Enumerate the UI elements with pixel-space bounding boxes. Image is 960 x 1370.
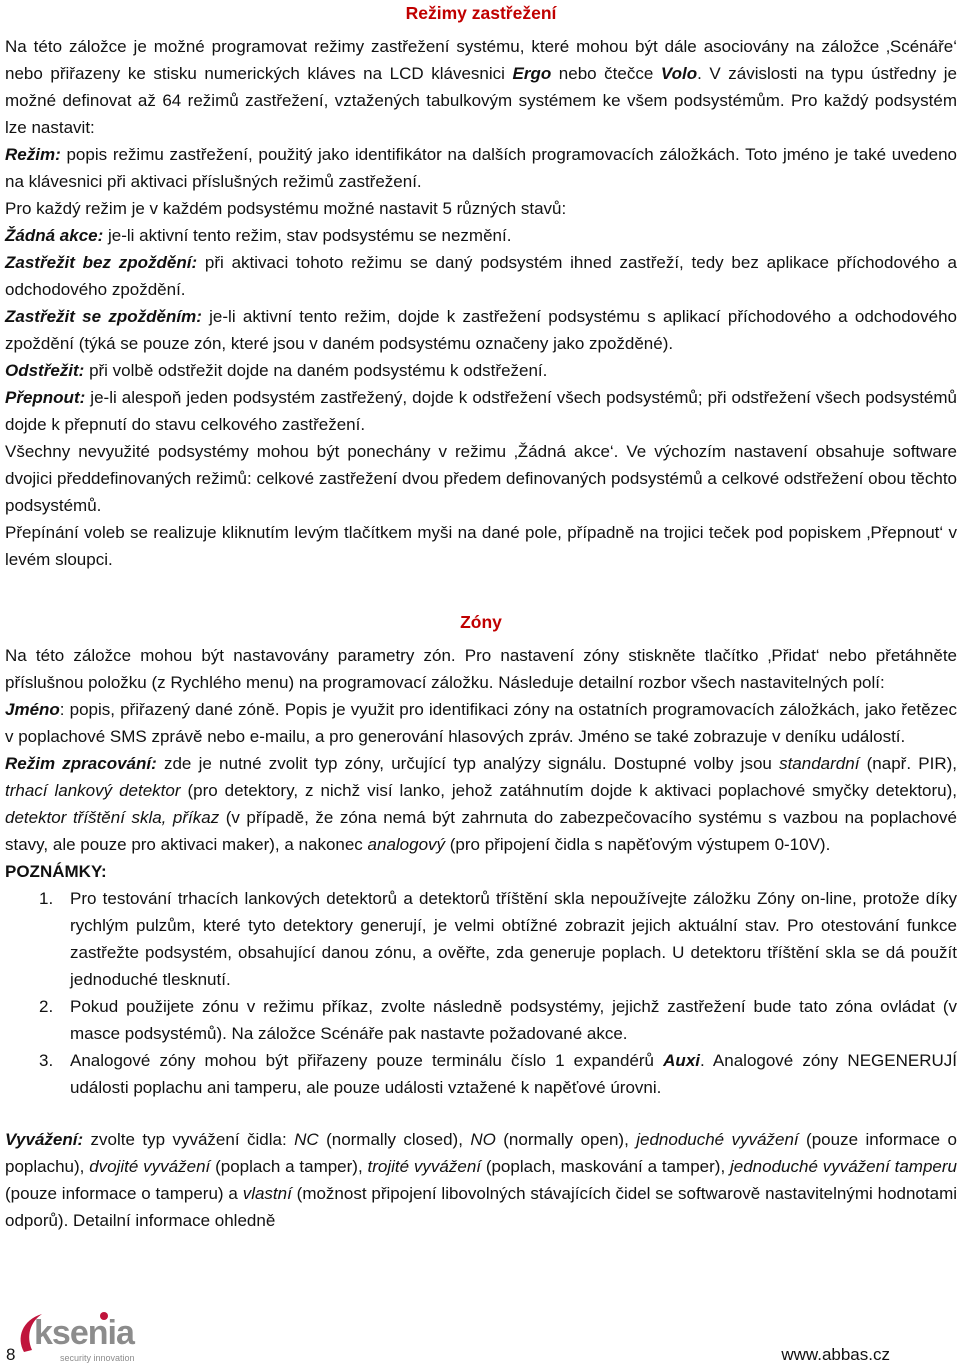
notes-list xyxy=(5,885,957,1101)
website-link[interactable]: www.abbas.cz xyxy=(781,1345,890,1364)
paragraph-state-arm-delay: Zastřežit se zpožděním: je-li aktivní tento režim, dojde k zastřežení podsystému s aplikací příchodového a odchodového zpoždění (týká se pouze zón, které jsou v daném podsystému označeny jako zpožděné). xyxy=(5,307,958,353)
paragraph-states-intro: Pro každý režim je v každém podsystému možné nastavit 5 různých stavů: xyxy=(5,199,567,218)
paragraph-mode-definition: Režim: popis režimu zastřežení, použitý jako identifikátor na dalších programovacích záložkách. Toto jméno je také uvedeno na klávesnici při aktivaci příslušných režimů zastřežení. xyxy=(5,145,957,191)
section-title-arming-modes: Režimy zastřežení xyxy=(405,3,557,23)
paragraph-state-no-action: Žádná akce: je-li aktivní tento režim, stav podsystému se nezmění. xyxy=(5,226,512,245)
logo-wordmark: ksenia xyxy=(34,1314,134,1352)
note-item: 1. Pro testování trhacích lankových detektorů a detektorů tříštění skla nepoužívejte záložku Zóny on-line, protože díky rychlým pulzům, které tyto detektory generují, je velmi obtížné zobrazit jejich aktuální stav. Pro otestování funkce zastřežte podsystém, obsahující danou zónu, a ověřte, zda generuje poplach. U detektoru tříštění skla se dá použít jednoduché tlesknutí. xyxy=(39,889,957,989)
document-page xyxy=(5,0,957,1234)
paragraph-switching: Přepínání voleb se realizuje kliknutím levým tlačítkem myši na dané pole, případně na trojici teček pod popiskem ‚Přepnout‘ v levém sloupci. xyxy=(5,523,957,569)
logo-tagline: security innovation xyxy=(60,1353,135,1363)
note-item: 3. Analogové zóny mohou být přiřazeny pouze terminálu číslo 1 expandérů Auxi. Analogové zóny NEGENERUJÍ události poplachu ani tamperu, ale pouze události vztažené k napěťové úrovni. xyxy=(39,1051,958,1097)
paragraph-state-toggle: Přepnout: je-li alespoň jeden podsystém zastřežený, dojde k odstřežení všech podsystémů; při odstřežení všech podsystémů dojde k přepnutí do stavu celkového zastřežení. xyxy=(5,388,957,434)
paragraph-zones-intro: Na této záložce mohou být nastavovány parametry zón. Pro nastavení zóny stiskněte tlačítko ‚Přidat‘ nebo přetáhněte příslušnou položku (z Rychlého menu) na programovací záložku. Následuje detailní rozbor všech nastavitelných polí: xyxy=(5,646,957,692)
paragraph-processing-mode: Režim zpracování: zde je nutné zvolit typ zóny, určující typ analýzy signálu. Dostupné volby jsou standardní (např. PIR), trhací lankový detektor (pro detektory, z nichž visí lanko, jehož zatáhnutím dojde k aktivaci poplachové smyčky detektoru), detektor tříštění skla, příkaz (v případě, že zóna nemá být zahrnuta do zabezpečovacího systému s vazbou na poplachové stavy, ale pouze pro aktivaci maker), a nakonec analogový (pro připojení čidla s napěťovým výstupem 0-10V). xyxy=(5,754,957,854)
paragraph-balancing: Vyvážení: zvolte typ vyvážení čidla: NC (normally closed), NO (normally open), jednoduché vyvážení (pouze informace o poplachu), dvojité vyvážení (poplach a tamper), trojité vyvážení (poplach, maskování a tamper), jednoduché vyvážení tamperu (pouze informace o tamperu) a vlastní (možnost připojení libovolných stávajících čidel se softwarově nastavitelnými hodnotami odporů). Detailní informace ohledně xyxy=(5,1130,958,1230)
page-footer xyxy=(0,1300,960,1370)
page-number: 8 xyxy=(6,1345,16,1364)
paragraph-state-disarm: Odstřežit: při volbě odstřežit dojde na daném podsystému k odstřežení. xyxy=(5,361,548,380)
paragraph-state-arm-no-delay: Zastřežit bez zpoždění: při aktivaci tohoto režimu se daný podsystém ihned zastřeží, tedy bez aplikace příchodového a odchodového zpoždění. xyxy=(5,253,957,299)
ksenia-logo xyxy=(8,1308,168,1364)
paragraph-zone-name: Jméno: popis, přiřazený dané zóně. Popis je využit pro identifikaci zóny na ostatních programovacích záložkách, jako řetězec v poplachové SMS zprávě nebo e-mailu, a pro generování hlasových zpráv. Jméno se také zobrazuje v deníku událostí. xyxy=(5,700,957,746)
note-item: 2. Pokud použijete zónu v režimu příkaz, zvolte následně podsystémy, jejichž zastřežení bude tato zóna ovládat (v masce podsystémů). Na záložce Scénáře pak nastavte požadované akce. xyxy=(39,997,957,1043)
paragraph-arming-intro: Na této záložce je možné programovat režimy zastřežení systému, které mohou být dále asociovány na záložce ‚Scénáře‘ nebo přiřazeny ke stisku numerických kláves na LCD klávesnici Ergo nebo čtečce Volo. V závislosti na typu ústředny je možné definovat až 64 režimů zastřežení, vztažených tabulkovým systémem ke všem podsystémům. Pro každý podsystém lze nastavit: xyxy=(5,37,958,137)
notes-heading: POZNÁMKY: xyxy=(5,862,107,881)
paragraph-unused-subsystems: Všechny nevyužité podsystémy mohou být ponechány v režimu ‚Žádná akce‘. Ve výchozím nastavení obsahuje software dvojici předdefinovaných režimů: celkové zastřežení dvou předem definovaných podsystémů a celkové odstřežení obou těchto podsystémů. xyxy=(5,442,957,515)
section-title-zones: Zóny xyxy=(460,612,502,632)
